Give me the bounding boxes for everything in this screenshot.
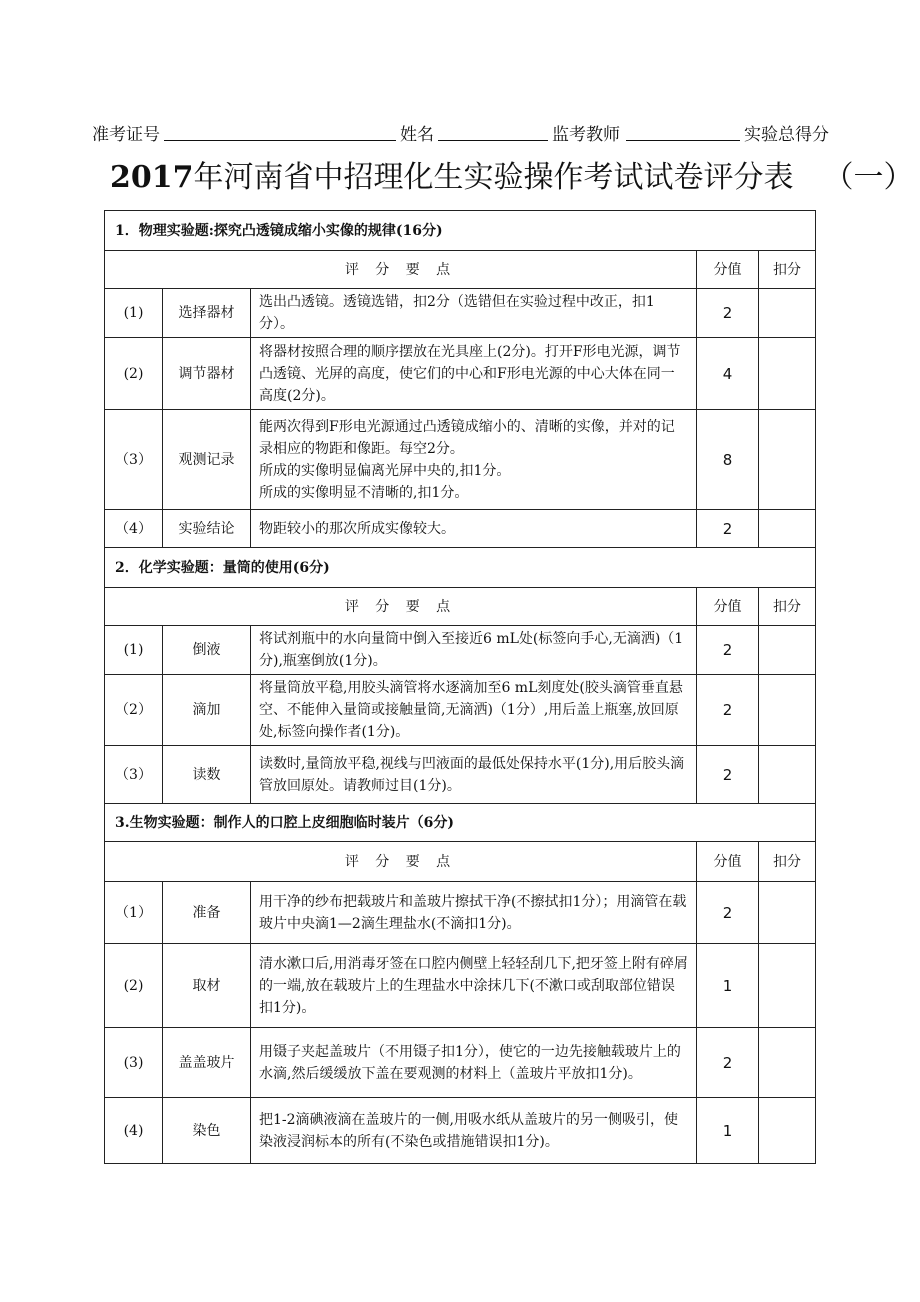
row-score: 2 — [697, 675, 759, 746]
row-item: 观测记录 — [163, 410, 251, 510]
row-description — [251, 410, 697, 510]
score-header: 分值 — [697, 588, 759, 626]
table-row — [105, 675, 816, 746]
row-index: （3） — [105, 410, 163, 510]
points-header: 评 分 要 点 — [105, 588, 697, 626]
row-description-line: 所成的实像明显偏离光屏中央的,扣1分。 — [259, 462, 511, 479]
row-description: 把1-2滴碘液滴在盖玻片的一侧,用吸水纸从盖玻片的另一侧吸引，使染液浸润标本的所有(不染色或措施错误扣1分)。 — [251, 1098, 697, 1164]
row-item: 读数 — [163, 746, 251, 804]
total-score-label: 实验总得分 — [744, 125, 829, 145]
row-index: (2) — [105, 338, 163, 410]
deduct-header: 扣分 — [759, 588, 816, 626]
deduct-cell[interactable] — [759, 882, 816, 944]
section-title: 2．化学实验题：量筒的使用(6分) — [105, 548, 816, 588]
section-header-row — [105, 548, 816, 588]
row-score: 4 — [697, 338, 759, 410]
table-row — [105, 746, 816, 804]
row-index: (3) — [105, 1028, 163, 1098]
row-score: 1 — [697, 944, 759, 1028]
row-item: 调节器材 — [163, 338, 251, 410]
row-item: 选择器材 — [163, 289, 251, 338]
row-score: 8 — [697, 410, 759, 510]
row-score: 2 — [697, 510, 759, 548]
title-year: 2017 — [110, 160, 194, 195]
row-index: (1) — [105, 289, 163, 338]
deduct-cell[interactable] — [759, 289, 816, 338]
deduct-cell[interactable] — [759, 1098, 816, 1164]
deduct-cell[interactable] — [759, 675, 816, 746]
row-description: 将量筒放平稳,用胶头滴管将水逐滴加至6 mL刻度处(胶头滴管垂直悬空、不能伸入量筒或接触量筒,无滴洒)（1分）,用后盖上瓶塞,放回原处,标签向操作者(1分)。 — [251, 675, 697, 746]
deduct-cell[interactable] — [759, 746, 816, 804]
table-row — [105, 882, 816, 944]
row-description: 将试剂瓶中的水向量筒中倒入至接近6 mL处(标签向手心,无滴洒)（1分),瓶塞倒放(1分)。 — [251, 626, 697, 675]
name-field[interactable] — [438, 140, 548, 141]
deduct-header: 扣分 — [759, 842, 816, 882]
row-item: 取材 — [163, 944, 251, 1028]
title-number: （一） — [823, 160, 914, 195]
column-header-row — [105, 588, 816, 626]
deduct-cell[interactable] — [759, 510, 816, 548]
deduct-header: 扣分 — [759, 251, 816, 289]
page-title — [110, 152, 914, 198]
exam-id-label: 准考证号 — [92, 125, 160, 145]
supervisor-field[interactable] — [626, 140, 740, 141]
supervisor-label: 监考教师 — [552, 125, 620, 145]
row-description-line: 能两次得到F形电光源通过凸透镜成缩小的、清晰的实像，并对的记录相应的物距和像距。每空2分。 — [259, 418, 675, 457]
scoring-table — [104, 210, 816, 1164]
row-description: 选出凸透镜。透镜选错，扣2分（选错但在实验过程中改正，扣1分）。 — [251, 289, 697, 338]
points-header: 评 分 要 点 — [105, 842, 697, 882]
score-header: 分值 — [697, 251, 759, 289]
row-item: 倒液 — [163, 626, 251, 675]
exam-header-line — [92, 118, 842, 146]
table-row — [105, 510, 816, 548]
row-index: （1） — [105, 882, 163, 944]
row-item: 准备 — [163, 882, 251, 944]
row-item: 染色 — [163, 1098, 251, 1164]
title-text: 年河南省中招理化生实验操作考试试卷评分表 — [193, 160, 794, 195]
table-row — [105, 1098, 816, 1164]
section-header-row — [105, 211, 816, 251]
table-row — [105, 289, 816, 338]
row-score: 2 — [697, 1028, 759, 1098]
row-index: (1) — [105, 626, 163, 675]
name-label: 姓名 — [400, 125, 434, 145]
row-score: 2 — [697, 289, 759, 338]
table-row — [105, 626, 816, 675]
row-description: 物距较小的那次所成实像较大。 — [251, 510, 697, 548]
row-score: 2 — [697, 746, 759, 804]
column-header-row — [105, 842, 816, 882]
row-index: （3） — [105, 746, 163, 804]
row-description: 将器材按照合理的顺序摆放在光具座上(2分)。打开F形电光源，调节凸透镜、光屏的高度，使它们的中心和F形电光源的中心大体在同一高度(2分)。 — [251, 338, 697, 410]
section-title: 3.生物实验题：制作人的口腔上皮细胞临时装片（6分) — [105, 804, 816, 842]
deduct-cell[interactable] — [759, 410, 816, 510]
table-row — [105, 944, 816, 1028]
row-index: （2） — [105, 675, 163, 746]
row-index: (2) — [105, 944, 163, 1028]
exam-id-field[interactable] — [164, 140, 396, 141]
table-row — [105, 338, 816, 410]
row-index: (4) — [105, 1098, 163, 1164]
row-score: 2 — [697, 882, 759, 944]
deduct-cell[interactable] — [759, 626, 816, 675]
points-header: 评 分 要 点 — [105, 251, 697, 289]
deduct-cell[interactable] — [759, 944, 816, 1028]
row-score: 1 — [697, 1098, 759, 1164]
column-header-row — [105, 251, 816, 289]
row-description: 读数时,量筒放平稳,视线与凹液面的最低处保持水平(1分),用后胶头滴管放回原处。请教师过目(1分)。 — [251, 746, 697, 804]
row-item: 滴加 — [163, 675, 251, 746]
row-score: 2 — [697, 626, 759, 675]
row-item: 盖盖玻片 — [163, 1028, 251, 1098]
row-description-line: 所成的实像明显不清晰的,扣1分。 — [259, 484, 469, 501]
row-description: 用镊子夹起盖玻片（不用镊子扣1分），使它的一边先接触载玻片上的水滴,然后缓缓放下盖在要观测的材料上（盖玻片平放扣1分)。 — [251, 1028, 697, 1098]
row-index: （4） — [105, 510, 163, 548]
row-description: 用干净的纱布把载玻片和盖玻片擦拭干净(不擦拭扣1分）；用滴管在载玻片中央滴1—2滴生理盐水(不滴扣1分)。 — [251, 882, 697, 944]
table-row — [105, 1028, 816, 1098]
row-item: 实验结论 — [163, 510, 251, 548]
score-header: 分值 — [697, 842, 759, 882]
section-title: 1．物理实验题:探究凸透镜成缩小实像的规律(16分) — [105, 211, 816, 251]
table-row — [105, 410, 816, 510]
row-description: 清水漱口后,用消毒牙签在口腔内侧壁上轻轻刮几下,把牙签上附有碎屑的一端,放在载玻片上的生理盐水中涂抹几下(不漱口或刮取部位错误扣1分)。 — [251, 944, 697, 1028]
deduct-cell[interactable] — [759, 338, 816, 410]
deduct-cell[interactable] — [759, 1028, 816, 1098]
section-header-row — [105, 804, 816, 842]
